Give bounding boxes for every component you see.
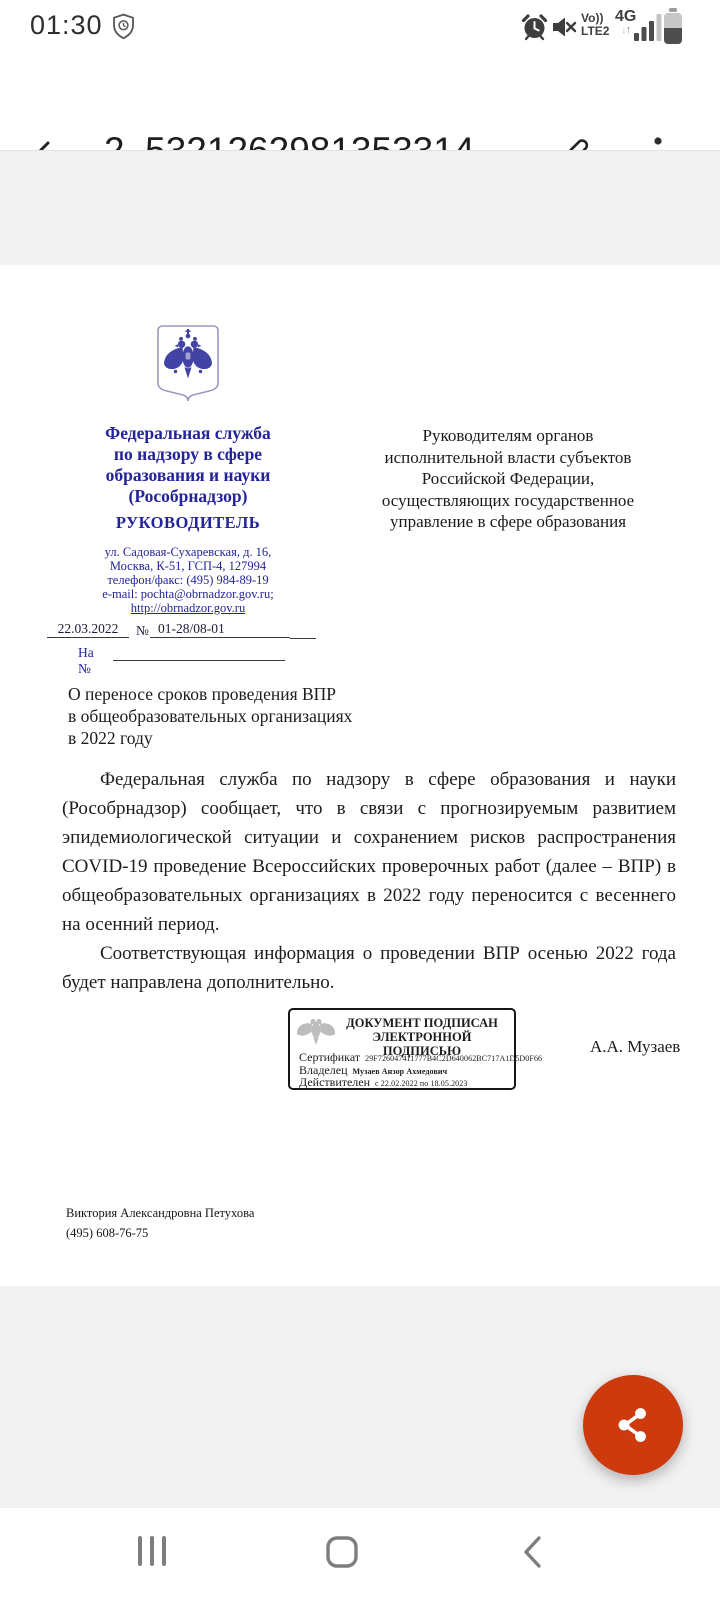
body-paragraph: Федеральная служба по надзору в сфере образования и науки (Рособрнадзор) сообщает, что в связи с прогнозируемым развитием эпидемиологической ситуации и сохранением рисков распространения COVID-19 проведение Всероссийских проверочных работ (далее – ВПР) в общеобразовательных организациях в 2022 году переносится с весеннего на осенний период.	[62, 769, 676, 935]
stamp-details	[299, 1050, 543, 1089]
org-role: РУКОВОДИТЕЛЬ	[115, 513, 261, 532]
stamp-title: ДОКУМЕНТ ПОДПИСАН ЭЛЕКТРОННОЙ ПОДПИСЬЮ	[346, 1016, 498, 1058]
screen-time-shield-icon	[112, 13, 135, 40]
org-name: Федеральная служба по надзору в сфере образования и науки (Рособрнадзор)	[105, 423, 271, 506]
certificate-label: Сертификат	[299, 1050, 361, 1064]
blank-line	[113, 643, 285, 661]
owner-label: Владелец	[299, 1062, 348, 1077]
navigation-bar	[0, 1508, 720, 1600]
app-bar	[0, 56, 720, 150]
data-arrows-icon: ↓↑	[621, 24, 631, 36]
back-icon[interactable]	[520, 1534, 544, 1570]
coat-of-arms-icon	[157, 325, 219, 403]
executor-phone: (495) 608-76-75	[66, 1226, 149, 1240]
executor-block	[66, 1203, 254, 1243]
status-time: 01:30	[30, 10, 103, 40]
network-type-label: 4G	[615, 8, 637, 25]
stamp-eagle-icon	[295, 1015, 337, 1047]
status-bar	[0, 0, 720, 56]
validity-label: Действителен	[299, 1075, 371, 1089]
letter-number: 01-28/08-01	[150, 621, 290, 638]
volte-label: Vo))	[581, 11, 604, 25]
home-icon[interactable]	[324, 1534, 360, 1570]
document-page	[0, 265, 720, 1286]
validity-value: с 22.02.2022 по 18.05.2023	[375, 1079, 468, 1088]
share-fab-button[interactable]	[583, 1375, 683, 1475]
recents-icon[interactable]	[134, 1534, 170, 1568]
owner-value: Музаев Анзор Ахмедович	[352, 1066, 448, 1076]
signatory-name: А.А. Музаев	[590, 1037, 681, 1056]
reply-to-label: На №	[78, 645, 94, 676]
digital-signature-stamp	[288, 1008, 543, 1090]
battery-icon	[663, 8, 683, 45]
lte-label: LTE2	[581, 24, 610, 38]
signal-icon	[634, 14, 662, 41]
body-paragraph: Соответствующая информация о проведении ВПР осенью 2022 года будет направлена дополнительно.	[62, 943, 676, 993]
org-website-link: http://obrnadzor.gov.ru	[130, 601, 246, 615]
executor-name: Виктория Александровна Петухова	[66, 1206, 255, 1220]
share-icon	[611, 1403, 655, 1447]
recipient-block: Руководителям органов исполнительной власти субъектов Российской Федерации, осуществляющих государственное управление в сфере образования	[381, 426, 635, 531]
subject-block: О переносе сроков проведения ВПР в общеобразовательных организациях в 2022 году	[68, 684, 353, 748]
alarm-icon	[521, 13, 548, 41]
number-sign: №	[136, 623, 149, 638]
certificate-value: 29F726047411777B4C2D640062BC717A1D5D0F66	[365, 1054, 543, 1063]
letter-date: 22.03.2022	[47, 621, 129, 638]
blank-line	[290, 621, 316, 639]
org-address: ул. Садовая-Сухаревская, д. 16, Москва, К-51, ГСП-4, 127994 телефон/факс: (495) 984-89-19 e-mail: pochta@obrnadzor.gov.ru; http://obrnadzor.gov.ru	[28, 545, 348, 615]
volte-indicator	[581, 12, 609, 38]
letter-body	[62, 765, 676, 997]
mute-icon	[551, 15, 577, 39]
